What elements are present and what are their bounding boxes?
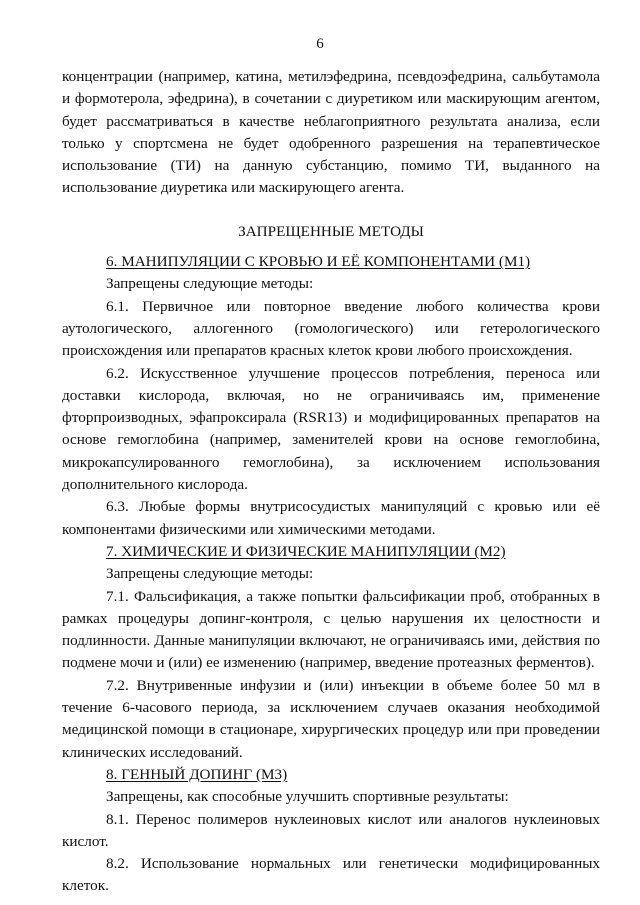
- m3-heading: 8. ГЕННЫЙ ДОПИНГ (M3): [106, 765, 288, 783]
- page-number: 6: [316, 36, 324, 52]
- m1-paragraph-6-1: 6.1. Первичное или повторное введение любого количества крови аутологического, аллогенного (гомологического) или гетерологического происхождения или препаратов красных клеток крови любого происхождения.: [62, 297, 600, 360]
- m2-lead: Запрещены следующие методы:: [106, 565, 314, 583]
- m1-paragraph-6-3: 6.3. Любые формы внутрисосудистых манипуляций с кровью или её компонентами физическими или химическими методами.: [62, 498, 600, 538]
- document-body: [62, 66, 600, 898]
- m3-paragraph-8-2: 8.2. Использование нормальных или генетически модифицированных клеток.: [62, 855, 600, 895]
- m1-lead: Запрещены следующие методы:: [106, 275, 314, 293]
- m1-heading: 6. МАНИПУЛЯЦИИ С КРОВЬЮ И ЕЁ КОМПОНЕНТАМИ (M1): [106, 253, 531, 271]
- intro-paragraph: концентрации (например, катина, метилэфедрина, псевдоэфедрина, сальбутамола и формотерола, эфедрина), в сочетании с диуретиком или маскирующим агентом, будет рассматриваться в качестве неблагоприятного результата анализа, если только у спортсмена не будет одобренного разрешения на терапевтическое использование (ТИ) на данную субстанцию, помимо ТИ, выданного на использование диуретика или маскирующего агента.: [62, 68, 600, 197]
- m3-paragraph-8-1: 8.1. Перенос полимеров нуклеиновых кислот или аналогов нуклеиновых кислот.: [62, 810, 600, 850]
- m1-paragraph-6-2: 6.2. Искусственное улучшение процессов потребления, переноса или доставки кислорода, включая, но не ограничиваясь им, применение фторпроизводных, эфапроксирала (RSR13) и модифицированных препаратов на основе гемоглобина (например, заменителей крови на основе гемоглобина, микрокапсулированного гемоглобина), за исключением использования дополнительного кислорода.: [62, 364, 600, 494]
- section-title: ЗАПРЕЩЕННЫЕ МЕТОДЫ: [238, 222, 424, 240]
- m2-heading: 7. ХИМИЧЕСКИЕ И ФИЗИЧЕСКИЕ МАНИПУЛЯЦИИ (M2): [106, 542, 506, 560]
- m2-paragraph-7-2: 7.2. Внутривенные инфузии и (или) инъекции в объеме более 50 мл в течение 6-часового периода, за исключением случаев оказания необходимой медицинской помощи в стационаре, хирургических процедур или при проведении клинических исследований.: [62, 676, 600, 761]
- m2-paragraph-7-1: 7.1. Фальсификация, а также попытки фальсификации проб, отобранных в рамках процедуры допинг-контроля, с целью нарушения их целостности и подлинности. Данные манипуляции включают, не ограничиваясь ими, действия по подмене мочи и (или) ее изменению (например, введение протеазных ферментов).: [62, 587, 600, 672]
- m3-lead: Запрещены, как способные улучшить спортивные результаты:: [106, 788, 509, 806]
